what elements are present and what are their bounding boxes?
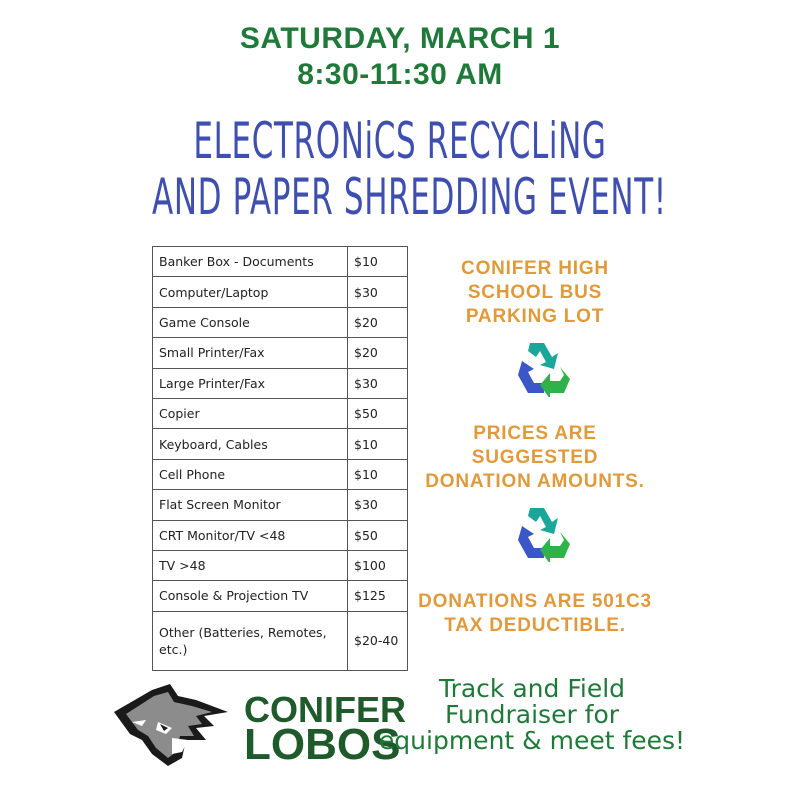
price-cell: $100 (348, 550, 408, 580)
item-cell: Copier (153, 398, 348, 428)
price-cell: $20-40 (348, 611, 408, 670)
table-row (153, 581, 408, 611)
price-cell: $30 (348, 490, 408, 520)
table-row (153, 611, 408, 670)
location-line: PARKING LOT (465, 306, 605, 327)
prices-note-line: DONATION AMOUNTS. (425, 471, 645, 492)
item-cell: TV >48 (153, 550, 348, 580)
item-cell: Computer/Laptop (153, 277, 348, 307)
school-name-line2: LOBOS (244, 720, 401, 769)
table-row (153, 247, 408, 277)
item-cell: CRT Monitor/TV <48 (153, 520, 348, 550)
table-row (153, 429, 408, 459)
event-time: 8:30-11:30 AM (297, 58, 503, 91)
price-cell: $50 (348, 520, 408, 550)
prices-note-line: SUGGESTED (471, 447, 599, 468)
item-cell: Game Console (153, 307, 348, 337)
price-cell: $50 (348, 398, 408, 428)
table-row (153, 490, 408, 520)
school-name-line1: CONIFER (244, 689, 406, 730)
item-cell: Keyboard, Cables (153, 429, 348, 459)
location-text (420, 257, 650, 329)
price-cell: $20 (348, 307, 408, 337)
tax-note-line: TAX DEDUCTIBLE. (444, 615, 626, 636)
price-cell: $30 (348, 368, 408, 398)
wolf-mascot-logo (112, 682, 232, 768)
price-cell: $10 (348, 429, 408, 459)
item-cell: Banker Box - Documents (153, 247, 348, 277)
price-cell: $10 (348, 459, 408, 489)
item-cell: Console & Projection TV (153, 581, 348, 611)
item-cell: Cell Phone (153, 459, 348, 489)
price-cell: $30 (348, 277, 408, 307)
table-row (153, 338, 408, 368)
table-row (153, 307, 408, 337)
location-line: CONIFER HIGH (461, 258, 609, 279)
fundraiser-line: Fundraiser for (444, 700, 620, 729)
price-cell: $125 (348, 581, 408, 611)
item-cell: Large Printer/Fax (153, 368, 348, 398)
table-row (153, 459, 408, 489)
table-row (153, 277, 408, 307)
price-cell: $10 (348, 247, 408, 277)
table-row (153, 368, 408, 398)
table-row (153, 550, 408, 580)
prices-note-line: PRICES ARE (473, 423, 597, 444)
item-cell: Flat Screen Monitor (153, 490, 348, 520)
price-table (152, 246, 408, 671)
tax-note-line: DONATIONS ARE 501C3 (418, 591, 652, 612)
item-cell: Other (Batteries, Remotes, etc.) (153, 611, 348, 670)
location-line: SCHOOL BUS (467, 282, 603, 303)
event-title-line2: AND PAPER SHREDDING EVENT! (152, 168, 667, 226)
tax-note (410, 590, 660, 638)
recycle-icon (513, 337, 575, 397)
price-cell: $20 (348, 338, 408, 368)
event-title-line1: ELECTRONiCS RECYCLiNG (193, 112, 607, 170)
prices-note (420, 422, 650, 494)
recycle-icon (513, 502, 575, 562)
table-row (153, 398, 408, 428)
fundraiser-line: equipment & meet fees! (378, 726, 686, 755)
fundraiser-line: Track and Field (438, 674, 626, 703)
item-cell: Small Printer/Fax (153, 338, 348, 368)
event-date: SATURDAY, MARCH 1 (239, 22, 561, 55)
table-row (153, 520, 408, 550)
fundraiser-text (372, 676, 692, 754)
